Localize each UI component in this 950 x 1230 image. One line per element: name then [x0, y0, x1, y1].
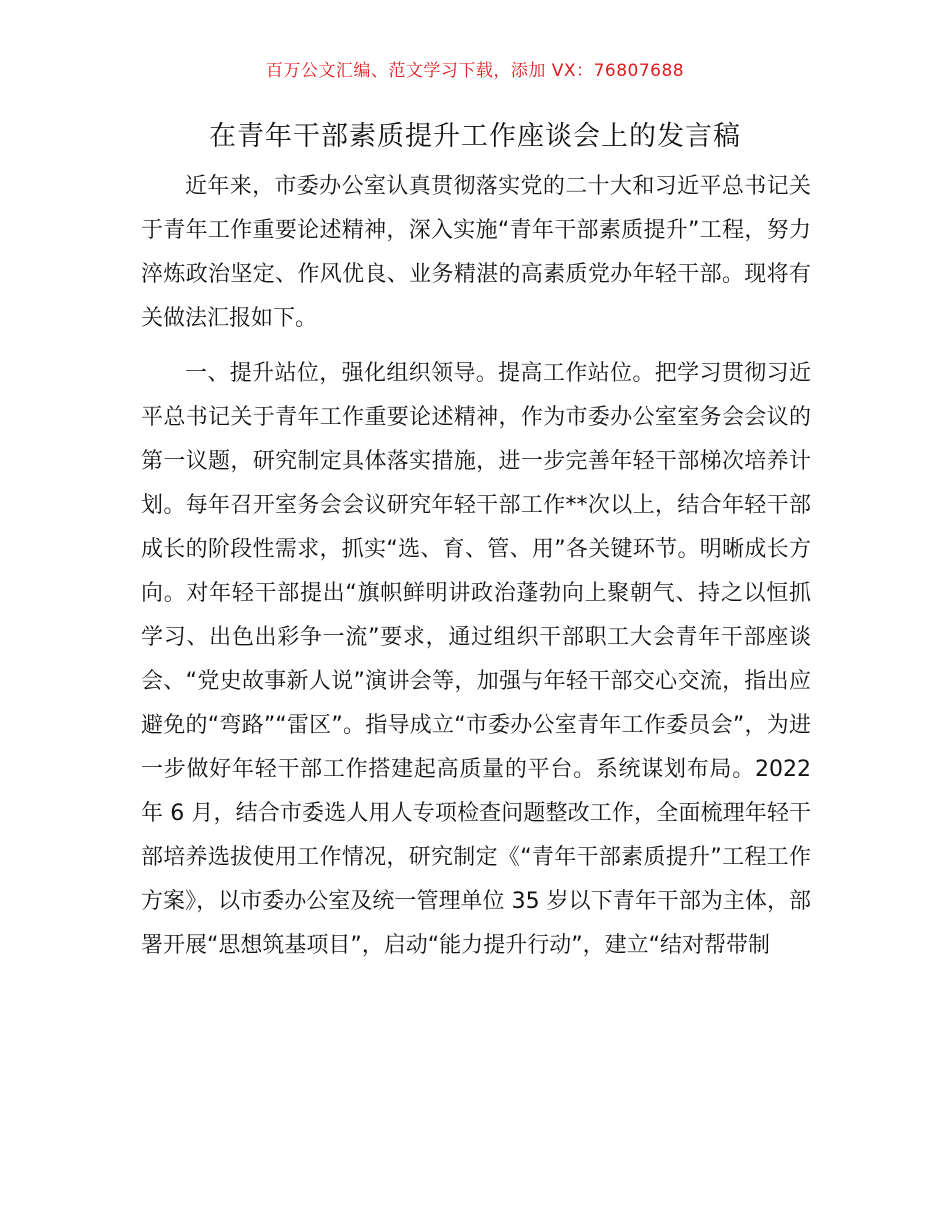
paragraph-intro: 近年来，市委办公室认真贯彻落实党的二十大和习近平总书记关于青年工作重要论述精神，深入实施“青年干部素质提升”工程，努力淬炼政治坚定、作风优良、业务精湛的高素质党办年轻干部。现将有关做法汇报如下。 [141, 174, 811, 331]
paragraph-section-one: 一、提升站位，强化组织领导。提高工作站位。把学习贯彻习近平总书记关于青年工作重要论述精神，作为市委办公室室务会会议的第一议题，研究制定具体落实措施，进一步完善年轻干部梯次培养计划。每年召开室务会会议研究年轻干部工作**次以上，结合年轻干部成长的阶段性需求，抓实“选、育、管、用”各关键环节。明晰成长方向。对年轻干部提出“旗帜鲜明讲政治蓬勃向上聚朝气、持之以恒抓学习、出色出彩争一流”要求，通过组织干部职工大会青年干部座谈会、“党史故事新人说”演讲会等，加强与年轻干部交心交流，指出应避免的“弯路”“雷区”。指导成立“市委办公室青年工作委员会”，为进一步做好年轻干部工作搭建起高质量的平台。系统谋划布局。2022 年 6 月，结合市委选人用人专项检查问题整改工作，全面梳理年轻干部培养选拔使用工作情况，研究制定《“青年干部素质提升”工程工作方案》，以市委办公室及统一管理单位 35 岁以下青年干部为主体，部署开展“思想筑基项目”，启动“能力提升行动”，建立“结对帮带制 [141, 361, 811, 958]
header-download-note: 百万公文汇编、范文学习下载，添加 VX：76807688 [265, 61, 685, 81]
document-title: 在青年干部素质提升工作座谈会上的发言稿 [209, 121, 741, 152]
